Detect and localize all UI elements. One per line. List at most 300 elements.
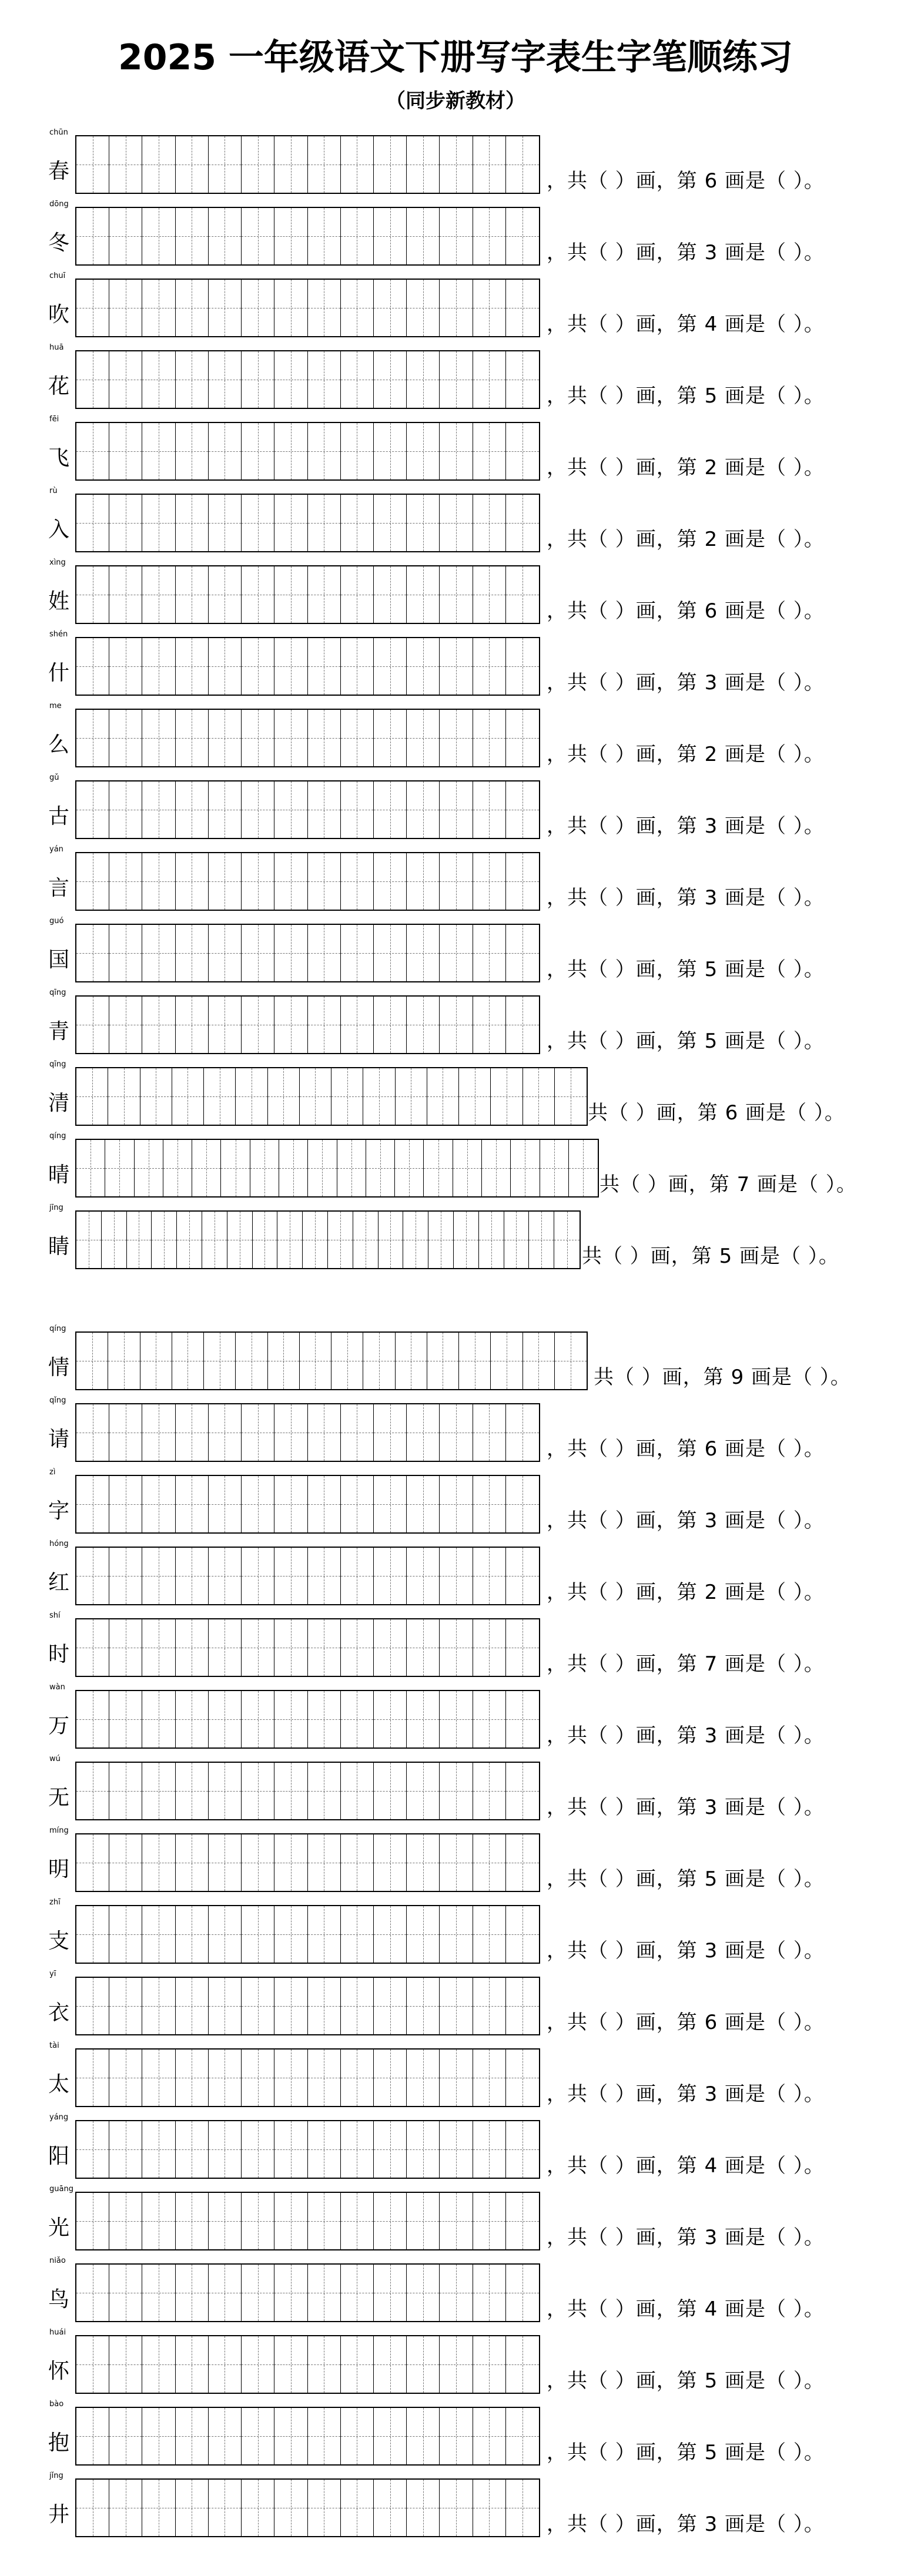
writing-cell[interactable]	[440, 2050, 473, 2106]
writing-cell[interactable]	[407, 925, 440, 981]
writing-cell[interactable]	[274, 1763, 307, 1819]
writing-cell[interactable]	[242, 997, 274, 1053]
writing-cell[interactable]	[473, 280, 506, 336]
writing-cell[interactable]	[277, 1212, 303, 1268]
writing-cell[interactable]	[440, 1763, 473, 1819]
writing-cell[interactable]	[473, 1404, 506, 1461]
writing-cell[interactable]	[209, 710, 242, 766]
writing-cell[interactable]	[506, 1906, 539, 1963]
writing-cell[interactable]	[109, 1834, 142, 1891]
writing-cell[interactable]	[308, 1978, 341, 2034]
writing-cell[interactable]	[473, 781, 506, 838]
writing-cell[interactable]	[374, 710, 407, 766]
writing-cell[interactable]	[341, 208, 374, 264]
writing-cell[interactable]	[308, 925, 341, 981]
writing-cell[interactable]	[76, 1068, 108, 1125]
writing-cell[interactable]	[473, 2336, 506, 2393]
writing-cell[interactable]	[142, 136, 175, 193]
writing-cell[interactable]	[76, 566, 109, 623]
writing-cell[interactable]	[379, 1212, 404, 1268]
writing-cell[interactable]	[76, 423, 109, 479]
writing-cell[interactable]	[473, 1763, 506, 1819]
writing-cell[interactable]	[242, 1763, 274, 1819]
writing-cell[interactable]	[440, 566, 473, 623]
writing-cell[interactable]	[473, 2265, 506, 2321]
writing-cell[interactable]	[76, 1404, 109, 1461]
writing-cell[interactable]	[529, 1212, 554, 1268]
writing-cell[interactable]	[109, 710, 142, 766]
writing-cell[interactable]	[428, 1212, 454, 1268]
writing-cell[interactable]	[440, 2480, 473, 2536]
writing-cell[interactable]	[396, 1068, 427, 1125]
writing-cell[interactable]	[172, 1333, 204, 1389]
writing-cell[interactable]	[341, 1619, 374, 1676]
writing-cell[interactable]	[473, 351, 506, 408]
writing-cell[interactable]	[407, 638, 440, 695]
writing-cell[interactable]	[473, 925, 506, 981]
writing-cell[interactable]	[242, 1619, 274, 1676]
writing-cell[interactable]	[172, 1068, 204, 1125]
writing-cell[interactable]	[236, 1333, 267, 1389]
writing-cell[interactable]	[242, 1978, 274, 2034]
writing-cell[interactable]	[407, 997, 440, 1053]
writing-cell[interactable]	[374, 2408, 407, 2464]
writing-cell[interactable]	[109, 1691, 142, 1747]
writing-cell[interactable]	[407, 2121, 440, 2178]
writing-cell[interactable]	[76, 925, 109, 981]
writing-cell[interactable]	[308, 1906, 341, 1963]
writing-cell[interactable]	[374, 1404, 407, 1461]
writing-cell[interactable]	[109, 280, 142, 336]
writing-cell[interactable]	[374, 1476, 407, 1532]
writing-cell[interactable]	[109, 1476, 142, 1532]
writing-cell[interactable]	[142, 781, 175, 838]
writing-cell[interactable]	[274, 925, 307, 981]
writing-cell[interactable]	[109, 1906, 142, 1963]
writing-cell[interactable]	[176, 1763, 209, 1819]
writing-cell[interactable]	[473, 136, 506, 193]
writing-cell[interactable]	[374, 2193, 407, 2249]
writing-cell[interactable]	[407, 1404, 440, 1461]
writing-cell[interactable]	[523, 1068, 555, 1125]
writing-cell[interactable]	[108, 1068, 140, 1125]
writing-cell[interactable]	[506, 2121, 539, 2178]
writing-cell[interactable]	[242, 2265, 274, 2321]
writing-cell[interactable]	[250, 1140, 279, 1196]
writing-cell[interactable]	[341, 1978, 374, 2034]
writing-cell[interactable]	[308, 2193, 341, 2249]
writing-cell[interactable]	[76, 2408, 109, 2464]
writing-cell[interactable]	[331, 1068, 363, 1125]
writing-cell[interactable]	[341, 853, 374, 910]
writing-cell[interactable]	[209, 1476, 242, 1532]
writing-cell[interactable]	[152, 1212, 177, 1268]
writing-cell[interactable]	[341, 1476, 374, 1532]
writing-cell[interactable]	[504, 1212, 530, 1268]
writing-cell[interactable]	[204, 1333, 236, 1389]
writing-cell[interactable]	[142, 1978, 175, 2034]
writing-cell[interactable]	[506, 1476, 539, 1532]
writing-cell[interactable]	[176, 136, 209, 193]
writing-cell[interactable]	[440, 1691, 473, 1747]
writing-cell[interactable]	[337, 1140, 366, 1196]
writing-cell[interactable]	[76, 2121, 109, 2178]
writing-cell[interactable]	[473, 853, 506, 910]
writing-cell[interactable]	[176, 351, 209, 408]
writing-cell[interactable]	[274, 1978, 307, 2034]
writing-cell[interactable]	[341, 997, 374, 1053]
writing-cell[interactable]	[209, 208, 242, 264]
writing-cell[interactable]	[209, 781, 242, 838]
writing-cell[interactable]	[142, 2265, 175, 2321]
writing-cell[interactable]	[459, 1333, 491, 1389]
writing-cell[interactable]	[506, 853, 539, 910]
writing-cell[interactable]	[242, 1404, 274, 1461]
writing-cell[interactable]	[76, 2336, 109, 2393]
writing-cell[interactable]	[109, 208, 142, 264]
writing-cell[interactable]	[253, 1212, 278, 1268]
writing-cell[interactable]	[555, 1333, 587, 1389]
writing-cell[interactable]	[407, 2336, 440, 2393]
writing-cell[interactable]	[109, 1619, 142, 1676]
writing-cell[interactable]	[76, 1763, 109, 1819]
writing-cell[interactable]	[109, 925, 142, 981]
writing-cell[interactable]	[76, 280, 109, 336]
writing-cell[interactable]	[176, 2480, 209, 2536]
writing-cell[interactable]	[142, 280, 175, 336]
writing-cell[interactable]	[555, 1068, 587, 1125]
writing-cell[interactable]	[341, 280, 374, 336]
writing-cell[interactable]	[473, 1978, 506, 2034]
writing-cell[interactable]	[473, 208, 506, 264]
writing-cell[interactable]	[341, 423, 374, 479]
writing-cell[interactable]	[374, 2050, 407, 2106]
writing-cell[interactable]	[308, 1619, 341, 1676]
writing-cell[interactable]	[209, 1978, 242, 2034]
writing-cell[interactable]	[242, 495, 274, 551]
writing-cell[interactable]	[440, 1404, 473, 1461]
writing-cell[interactable]	[407, 423, 440, 479]
writing-cell[interactable]	[274, 208, 307, 264]
writing-cell[interactable]	[331, 1333, 363, 1389]
writing-cell[interactable]	[341, 925, 374, 981]
writing-cell[interactable]	[341, 1404, 374, 1461]
writing-cell[interactable]	[341, 495, 374, 551]
writing-cell[interactable]	[308, 710, 341, 766]
writing-cell[interactable]	[274, 638, 307, 695]
writing-cell[interactable]	[308, 1691, 341, 1747]
writing-cell[interactable]	[506, 1619, 539, 1676]
writing-cell[interactable]	[506, 2265, 539, 2321]
writing-cell[interactable]	[142, 495, 175, 551]
writing-cell[interactable]	[440, 781, 473, 838]
writing-cell[interactable]	[76, 2193, 109, 2249]
writing-cell[interactable]	[127, 1212, 152, 1268]
writing-cell[interactable]	[473, 997, 506, 1053]
writing-cell[interactable]	[142, 853, 175, 910]
writing-cell[interactable]	[274, 1619, 307, 1676]
writing-cell[interactable]	[308, 1404, 341, 1461]
writing-cell[interactable]	[108, 1333, 140, 1389]
writing-cell[interactable]	[242, 136, 274, 193]
writing-cell[interactable]	[76, 638, 109, 695]
writing-cell[interactable]	[374, 351, 407, 408]
writing-cell[interactable]	[407, 136, 440, 193]
writing-cell[interactable]	[308, 1763, 341, 1819]
writing-cell[interactable]	[274, 853, 307, 910]
writing-cell[interactable]	[506, 280, 539, 336]
writing-cell[interactable]	[76, 710, 109, 766]
writing-cell[interactable]	[209, 280, 242, 336]
writing-cell[interactable]	[506, 423, 539, 479]
writing-cell[interactable]	[407, 1476, 440, 1532]
writing-cell[interactable]	[109, 997, 142, 1053]
writing-cell[interactable]	[308, 566, 341, 623]
writing-cell[interactable]	[308, 1476, 341, 1532]
writing-cell[interactable]	[109, 351, 142, 408]
writing-cell[interactable]	[142, 208, 175, 264]
writing-cell[interactable]	[109, 2265, 142, 2321]
writing-cell[interactable]	[440, 136, 473, 193]
writing-cell[interactable]	[76, 1476, 109, 1532]
writing-cell[interactable]	[209, 1906, 242, 1963]
writing-cell[interactable]	[407, 1691, 440, 1747]
writing-cell[interactable]	[209, 638, 242, 695]
writing-cell[interactable]	[506, 566, 539, 623]
writing-cell[interactable]	[176, 423, 209, 479]
writing-cell[interactable]	[76, 2265, 109, 2321]
writing-cell[interactable]	[506, 136, 539, 193]
writing-cell[interactable]	[407, 2480, 440, 2536]
writing-cell[interactable]	[374, 208, 407, 264]
writing-cell[interactable]	[374, 423, 407, 479]
writing-cell[interactable]	[407, 566, 440, 623]
writing-cell[interactable]	[308, 495, 341, 551]
writing-cell[interactable]	[473, 2193, 506, 2249]
writing-cell[interactable]	[76, 2480, 109, 2536]
writing-cell[interactable]	[274, 710, 307, 766]
writing-cell[interactable]	[440, 208, 473, 264]
writing-cell[interactable]	[274, 136, 307, 193]
writing-cell[interactable]	[142, 710, 175, 766]
writing-cell[interactable]	[300, 1068, 331, 1125]
writing-cell[interactable]	[76, 2050, 109, 2106]
writing-cell[interactable]	[506, 1404, 539, 1461]
writing-cell[interactable]	[142, 925, 175, 981]
writing-cell[interactable]	[209, 2193, 242, 2249]
writing-cell[interactable]	[454, 1212, 479, 1268]
writing-cell[interactable]	[176, 208, 209, 264]
writing-cell[interactable]	[407, 2050, 440, 2106]
writing-cell[interactable]	[274, 2050, 307, 2106]
writing-cell[interactable]	[374, 1906, 407, 1963]
writing-cell[interactable]	[242, 853, 274, 910]
writing-cell[interactable]	[109, 495, 142, 551]
writing-cell[interactable]	[176, 2193, 209, 2249]
writing-cell[interactable]	[407, 853, 440, 910]
writing-cell[interactable]	[202, 1212, 227, 1268]
writing-cell[interactable]	[407, 2265, 440, 2321]
writing-cell[interactable]	[177, 1212, 202, 1268]
writing-cell[interactable]	[407, 208, 440, 264]
writing-cell[interactable]	[308, 1548, 341, 1604]
writing-cell[interactable]	[209, 1834, 242, 1891]
writing-cell[interactable]	[407, 280, 440, 336]
writing-cell[interactable]	[176, 566, 209, 623]
writing-cell[interactable]	[363, 1068, 395, 1125]
writing-cell[interactable]	[341, 781, 374, 838]
writing-cell[interactable]	[76, 1978, 109, 2034]
writing-cell[interactable]	[506, 925, 539, 981]
writing-cell[interactable]	[540, 1140, 569, 1196]
writing-cell[interactable]	[209, 566, 242, 623]
writing-cell[interactable]	[142, 2408, 175, 2464]
writing-cell[interactable]	[440, 1906, 473, 1963]
writing-cell[interactable]	[303, 1212, 328, 1268]
writing-cell[interactable]	[76, 1212, 102, 1268]
writing-cell[interactable]	[221, 1140, 250, 1196]
writing-cell[interactable]	[374, 280, 407, 336]
writing-cell[interactable]	[440, 351, 473, 408]
writing-cell[interactable]	[176, 638, 209, 695]
writing-cell[interactable]	[374, 566, 407, 623]
writing-cell[interactable]	[308, 2480, 341, 2536]
writing-cell[interactable]	[142, 1763, 175, 1819]
writing-cell[interactable]	[209, 2336, 242, 2393]
writing-cell[interactable]	[374, 925, 407, 981]
writing-cell[interactable]	[363, 1333, 395, 1389]
writing-cell[interactable]	[506, 997, 539, 1053]
writing-cell[interactable]	[76, 1619, 109, 1676]
writing-cell[interactable]	[473, 495, 506, 551]
writing-cell[interactable]	[176, 280, 209, 336]
writing-cell[interactable]	[374, 853, 407, 910]
writing-cell[interactable]	[109, 2193, 142, 2249]
writing-cell[interactable]	[76, 997, 109, 1053]
writing-cell[interactable]	[274, 566, 307, 623]
writing-cell[interactable]	[440, 925, 473, 981]
writing-cell[interactable]	[242, 2336, 274, 2393]
writing-cell[interactable]	[341, 2121, 374, 2178]
writing-cell[interactable]	[242, 1548, 274, 1604]
writing-cell[interactable]	[407, 1834, 440, 1891]
writing-cell[interactable]	[341, 2336, 374, 2393]
writing-cell[interactable]	[440, 2265, 473, 2321]
writing-cell[interactable]	[142, 2121, 175, 2178]
writing-cell[interactable]	[76, 1333, 108, 1389]
writing-cell[interactable]	[76, 1834, 109, 1891]
writing-cell[interactable]	[374, 1834, 407, 1891]
writing-cell[interactable]	[274, 1906, 307, 1963]
writing-cell[interactable]	[407, 1906, 440, 1963]
writing-cell[interactable]	[506, 2408, 539, 2464]
writing-cell[interactable]	[506, 1763, 539, 1819]
writing-cell[interactable]	[308, 423, 341, 479]
writing-cell[interactable]	[209, 1404, 242, 1461]
writing-cell[interactable]	[440, 2193, 473, 2249]
writing-cell[interactable]	[506, 781, 539, 838]
writing-cell[interactable]	[109, 1978, 142, 2034]
writing-cell[interactable]	[341, 566, 374, 623]
writing-cell[interactable]	[506, 495, 539, 551]
writing-cell[interactable]	[242, 1834, 274, 1891]
writing-cell[interactable]	[76, 351, 109, 408]
writing-cell[interactable]	[242, 1906, 274, 1963]
writing-cell[interactable]	[274, 1476, 307, 1532]
writing-cell[interactable]	[491, 1068, 523, 1125]
writing-cell[interactable]	[242, 566, 274, 623]
writing-cell[interactable]	[242, 351, 274, 408]
writing-cell[interactable]	[403, 1212, 428, 1268]
writing-cell[interactable]	[308, 997, 341, 1053]
writing-cell[interactable]	[308, 280, 341, 336]
writing-cell[interactable]	[506, 1548, 539, 1604]
writing-cell[interactable]	[176, 1978, 209, 2034]
writing-cell[interactable]	[374, 136, 407, 193]
writing-cell[interactable]	[176, 1619, 209, 1676]
writing-cell[interactable]	[407, 1619, 440, 1676]
writing-cell[interactable]	[209, 1548, 242, 1604]
writing-cell[interactable]	[209, 2480, 242, 2536]
writing-cell[interactable]	[341, 136, 374, 193]
writing-cell[interactable]	[176, 710, 209, 766]
writing-cell[interactable]	[176, 925, 209, 981]
writing-cell[interactable]	[109, 781, 142, 838]
writing-cell[interactable]	[163, 1140, 192, 1196]
writing-cell[interactable]	[274, 997, 307, 1053]
writing-cell[interactable]	[506, 2050, 539, 2106]
writing-cell[interactable]	[142, 2480, 175, 2536]
writing-cell[interactable]	[440, 853, 473, 910]
writing-cell[interactable]	[407, 351, 440, 408]
writing-cell[interactable]	[142, 1619, 175, 1676]
writing-cell[interactable]	[511, 1140, 540, 1196]
writing-cell[interactable]	[473, 638, 506, 695]
writing-cell[interactable]	[440, 280, 473, 336]
writing-cell[interactable]	[506, 2193, 539, 2249]
writing-cell[interactable]	[274, 423, 307, 479]
writing-cell[interactable]	[274, 1404, 307, 1461]
writing-cell[interactable]	[242, 710, 274, 766]
writing-cell[interactable]	[308, 853, 341, 910]
writing-cell[interactable]	[209, 136, 242, 193]
writing-cell[interactable]	[308, 136, 341, 193]
writing-cell[interactable]	[176, 853, 209, 910]
writing-cell[interactable]	[109, 853, 142, 910]
writing-cell[interactable]	[102, 1212, 127, 1268]
writing-cell[interactable]	[341, 1906, 374, 1963]
writing-cell[interactable]	[506, 208, 539, 264]
writing-cell[interactable]	[374, 638, 407, 695]
writing-cell[interactable]	[506, 1978, 539, 2034]
writing-cell[interactable]	[506, 1834, 539, 1891]
writing-cell[interactable]	[341, 1763, 374, 1819]
writing-cell[interactable]	[135, 1140, 163, 1196]
writing-cell[interactable]	[142, 1834, 175, 1891]
writing-cell[interactable]	[440, 1834, 473, 1891]
writing-cell[interactable]	[554, 1212, 580, 1268]
writing-cell[interactable]	[506, 2336, 539, 2393]
writing-cell[interactable]	[427, 1068, 459, 1125]
writing-cell[interactable]	[407, 710, 440, 766]
writing-cell[interactable]	[242, 2121, 274, 2178]
writing-cell[interactable]	[209, 997, 242, 1053]
writing-cell[interactable]	[209, 853, 242, 910]
writing-cell[interactable]	[440, 1476, 473, 1532]
writing-cell[interactable]	[76, 781, 109, 838]
writing-cell[interactable]	[209, 351, 242, 408]
writing-cell[interactable]	[176, 2050, 209, 2106]
